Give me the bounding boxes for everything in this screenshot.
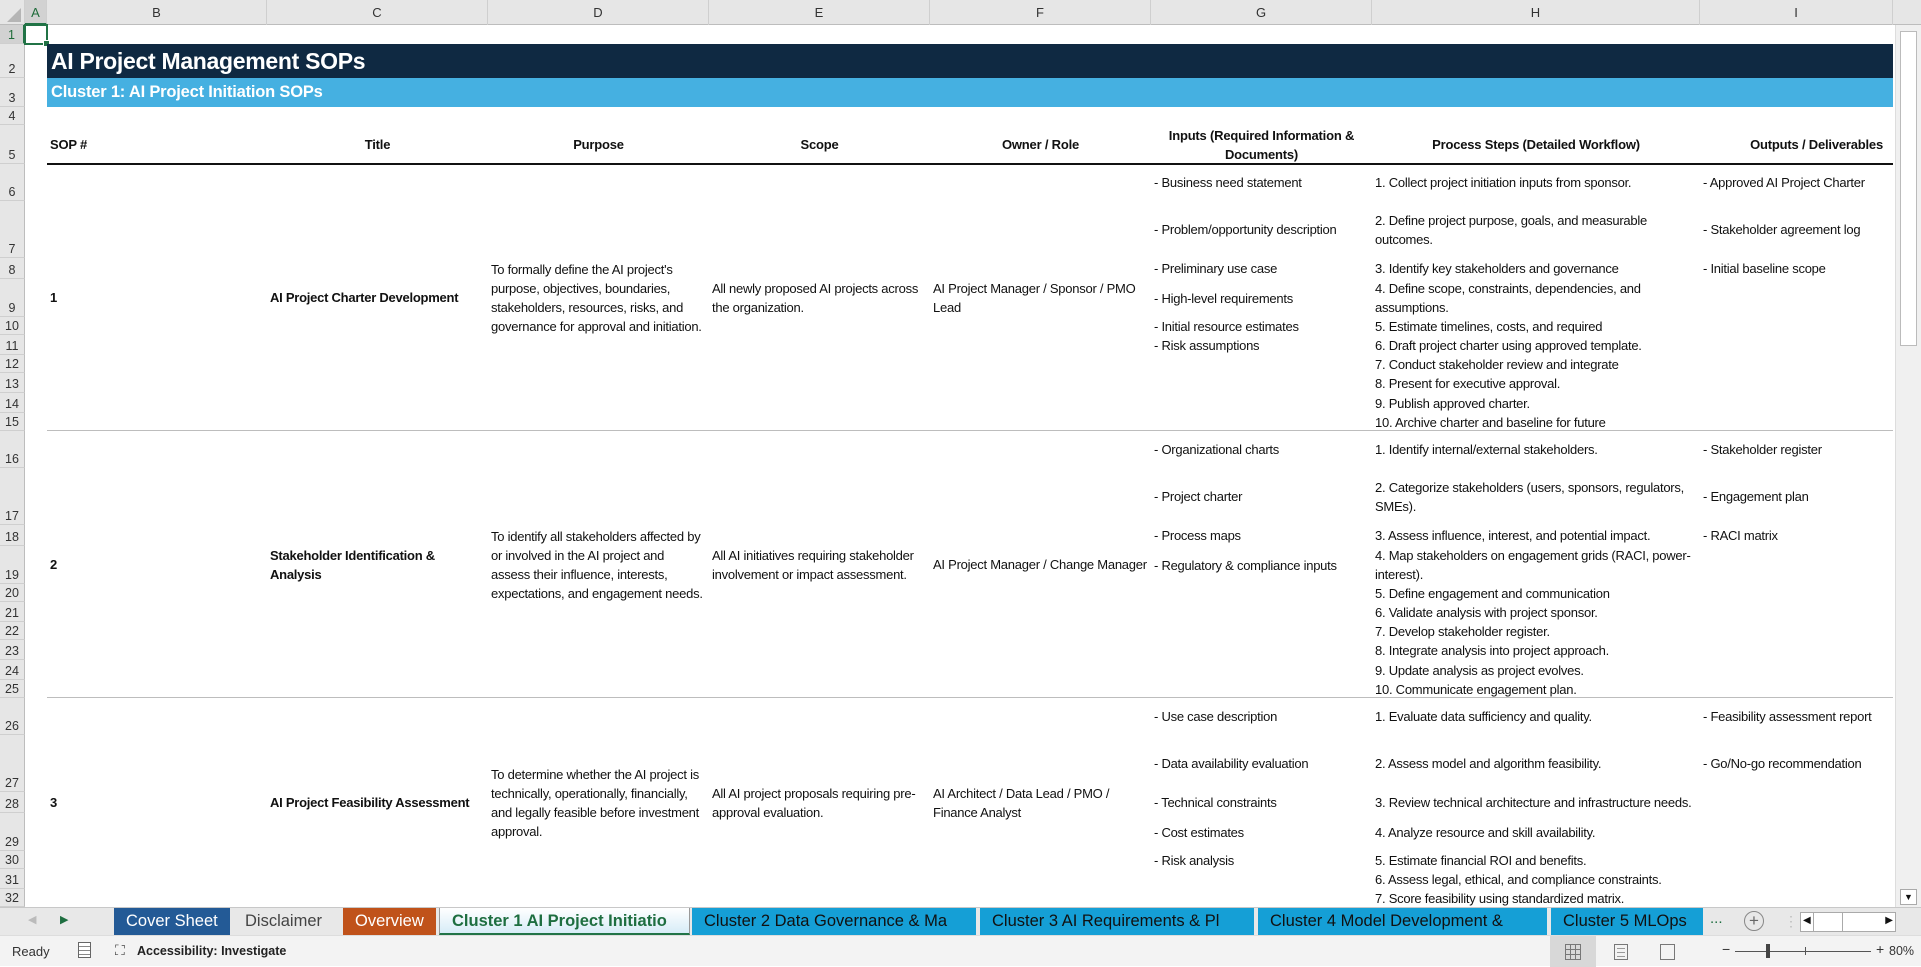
process-step: 6. Validate analysis with project sponsor. — [1375, 604, 1598, 620]
row-header-26[interactable]: 26 — [0, 698, 25, 735]
sheet-tab-8[interactable]: Cluster 5 MLOps — [1551, 908, 1703, 935]
add-sheet-plus-icon[interactable]: + — [1744, 911, 1764, 931]
process-step: 5. Estimate financial ROI and benefits. — [1375, 852, 1587, 868]
sop-owner: AI Project Manager / Sponsor / PMO Lead — [933, 280, 1136, 315]
zoom-out-button[interactable]: − — [1722, 941, 1731, 957]
row-header-10[interactable]: 10 — [0, 317, 25, 335]
row-header-3[interactable]: 3 — [0, 78, 25, 107]
input-item: - Business need statement — [1154, 175, 1302, 190]
output-item: - Stakeholder register — [1703, 442, 1822, 457]
output-item: - Approved AI Project Charter — [1703, 175, 1865, 190]
sop-purpose: To identify all stakeholders affected by or involved in the AI project and assess their influence, interests, expectations, and engagement needs. — [491, 528, 703, 601]
process-step: 7. Develop stakeholder register. — [1375, 623, 1550, 639]
page-break-preview-icon[interactable] — [1660, 944, 1675, 960]
row-header-19[interactable]: 19 — [0, 546, 25, 584]
row-header-17[interactable]: 17 — [0, 468, 25, 525]
process-step: 3. Review technical architecture and infrastructure needs. — [1375, 795, 1692, 810]
row-header-14[interactable]: 14 — [0, 393, 25, 413]
accessibility-icon[interactable]: ⛶ — [115, 942, 125, 958]
zoom-in-button[interactable]: + — [1876, 941, 1885, 957]
vertical-scrollbar[interactable] — [1895, 25, 1921, 907]
normal-view-button[interactable] — [1550, 936, 1596, 967]
process-step: 3. Assess influence, interest, and potential impact. — [1375, 528, 1651, 543]
row-header-23[interactable]: 23 — [0, 640, 25, 660]
row-header-9[interactable]: 9 — [0, 279, 25, 317]
sop-number: 2 — [50, 557, 57, 572]
process-step: 1. Collect project initiation inputs from sponsor. — [1375, 175, 1632, 190]
sop-scope: All AI project proposals requiring pre-approval evaluation. — [712, 785, 916, 820]
process-step: 2. Categorize stakeholders (users, sponsors, regulators, SMEs). — [1375, 479, 1684, 514]
column-header-d[interactable]: D — [488, 0, 709, 25]
row-header-20[interactable]: 20 — [0, 584, 25, 602]
sop-purpose: To formally define the AI project's purpose, objectives, boundaries, stakeholders, resources, risks, and governance for approval and initiation. — [491, 261, 702, 334]
column-header-i[interactable]: I — [1700, 0, 1893, 25]
input-item: - Project charter — [1154, 489, 1243, 504]
grid-view-icon — [1565, 944, 1581, 960]
page-layout-view-icon[interactable] — [1614, 944, 1628, 960]
zoom-slider[interactable] — [1735, 951, 1871, 952]
selected-cell-a1[interactable] — [24, 24, 48, 45]
process-step: 5. Estimate timelines, costs, and required — [1375, 318, 1603, 334]
row-header-2[interactable]: 2 — [0, 44, 25, 78]
scroll-right-arrow-icon[interactable]: ▶ — [1885, 915, 1893, 926]
process-step: 2. Define project purpose, goals, and measurable outcomes. — [1375, 212, 1648, 247]
row-header-29[interactable]: 29 — [0, 813, 25, 851]
output-item: - Stakeholder agreement log — [1703, 222, 1861, 237]
row-header-5[interactable]: 5 — [0, 125, 25, 164]
process-step: 4. Define scope, constraints, dependencies, and assumptions. — [1375, 281, 1641, 315]
header-sop-number: SOP # — [50, 137, 88, 152]
macro-record-icon[interactable] — [78, 942, 91, 958]
sop-number: 1 — [50, 290, 57, 305]
output-item: - Go/No-go recommendation — [1703, 756, 1862, 771]
process-step: 1. Identify internal/external stakeholders. — [1375, 442, 1598, 457]
header-owner: Owner / Role — [1001, 137, 1080, 152]
scroll-left-arrow-icon[interactable]: ◀ — [1803, 915, 1811, 926]
sheet-title: AI Project Management SOPs — [47, 44, 1893, 78]
row-header-31[interactable]: 31 — [0, 869, 25, 889]
sheet-tab-4[interactable]: Cluster 1 AI Project Initiatio — [439, 908, 690, 935]
sheet-tab-3[interactable]: Overview — [343, 908, 436, 935]
column-header-e[interactable]: E — [709, 0, 930, 25]
header-title: Title — [364, 137, 391, 152]
header-process-steps: Process Steps (Detailed Workflow) — [1432, 137, 1640, 152]
process-step: 1. Evaluate data sufficiency and quality. — [1375, 709, 1592, 724]
scroll-down-arrow-icon[interactable]: ▼ — [1900, 889, 1917, 905]
row-header-4[interactable]: 4 — [0, 107, 25, 125]
zoom-100-tick — [1805, 947, 1806, 955]
process-step: 6. Draft project charter using approved template. — [1375, 337, 1642, 353]
output-item: - Engagement plan — [1703, 489, 1809, 504]
input-item: - Technical constraints — [1154, 795, 1277, 810]
select-all-button[interactable] — [0, 0, 25, 25]
row-header-8[interactable]: 8 — [0, 258, 25, 279]
process-step: 9. Publish approved charter. — [1375, 395, 1530, 411]
row-header-18[interactable]: 18 — [0, 525, 25, 546]
process-step: 9. Update analysis as project evolves. — [1375, 662, 1584, 678]
row-header-25[interactable]: 25 — [0, 680, 25, 698]
sop-owner: AI Architect / Data Lead / PMO / Finance Analyst — [933, 785, 1110, 820]
header-inputs: Inputs (Required Information & Documents) — [1168, 127, 1355, 162]
input-item: - High-level requirements — [1154, 290, 1293, 306]
row-header-1[interactable]: 1 — [0, 25, 25, 44]
process-step: 4. Analyze resource and skill availability. — [1375, 824, 1596, 840]
column-header-h[interactable]: H — [1372, 0, 1700, 25]
sop-owner: AI Project Manager / Change Manager — [933, 557, 1147, 572]
sop-scope: All newly proposed AI projects across the organization. — [712, 280, 919, 315]
row-header-11[interactable]: 11 — [0, 335, 25, 355]
process-step: 8. Integrate analysis into project approach. — [1375, 642, 1609, 658]
output-item: - RACI matrix — [1703, 528, 1778, 543]
sheet-tab-1[interactable]: Cover Sheet — [114, 908, 230, 935]
tab-splitter-handle[interactable]: ⋮ — [1784, 913, 1798, 929]
cluster-heading: Cluster 1: AI Project Initiation SOPs — [47, 78, 1893, 107]
input-item: - Preliminary use case — [1154, 261, 1278, 276]
process-step: 2. Assess model and algorithm feasibility. — [1375, 756, 1602, 771]
sop-scope: All AI initiatives requiring stakeholder involvement or impact assessment. — [712, 547, 914, 582]
row-header-32[interactable]: 32 — [0, 889, 25, 907]
input-item: - Risk assumptions — [1154, 337, 1260, 353]
accessibility-status[interactable]: Accessibility: Investigate — [137, 944, 287, 958]
row-header-24[interactable]: 24 — [0, 660, 25, 680]
sheet-tab-5[interactable]: Cluster 2 Data Governance & Ma — [692, 908, 976, 935]
process-step: 3. Identify key stakeholders and governance — [1375, 261, 1619, 276]
input-item: - Problem/opportunity description — [1154, 222, 1337, 237]
output-item: - Feasibility assessment report — [1703, 709, 1872, 724]
row-header-22[interactable]: 22 — [0, 622, 25, 640]
process-step: 4. Map stakeholders on engagement grids (RACI, power-interest). — [1375, 548, 1691, 582]
horizontal-scroll-thumb[interactable] — [1813, 913, 1843, 931]
input-item: - Process maps — [1154, 528, 1241, 543]
sheet-tab-7[interactable]: Cluster 4 Model Development & — [1258, 908, 1547, 935]
row-header-30[interactable]: 30 — [0, 851, 25, 869]
input-item: - Data availability evaluation — [1154, 756, 1309, 771]
header-purpose: Purpose — [573, 137, 624, 152]
input-item: - Use case description — [1154, 709, 1278, 724]
row-header-28[interactable]: 28 — [0, 792, 25, 813]
sop-number: 3 — [50, 795, 57, 810]
row-header-27[interactable]: 27 — [0, 735, 25, 792]
zoom-level[interactable]: 80% — [1889, 944, 1915, 958]
process-step: 7. Conduct stakeholder review and integrate — [1375, 356, 1619, 372]
process-step: 7. Score feasibility using standardized matrix. — [1375, 890, 1625, 906]
prev-sheet-arrow-icon[interactable]: ◀ — [28, 914, 37, 926]
input-item: - Cost estimates — [1154, 824, 1244, 840]
column-header-g[interactable]: G — [1151, 0, 1372, 25]
column-header-bar — [0, 0, 1921, 25]
status-ready: Ready — [12, 944, 50, 959]
sop-purpose: To determine whether the AI project is technically, operationally, financially, and legally feasible before investment approval. — [491, 766, 700, 839]
output-item: - Initial baseline scope — [1703, 261, 1826, 276]
row-header-12[interactable]: 12 — [0, 355, 25, 373]
column-header-f[interactable]: F — [930, 0, 1151, 25]
sop-title: AI Project Charter Development — [270, 290, 459, 305]
horizontal-scrollbar[interactable] — [1800, 912, 1896, 932]
process-step: 8. Present for executive approval. — [1375, 375, 1561, 391]
row-header-15[interactable]: 15 — [0, 413, 25, 431]
status-bar — [0, 935, 1921, 966]
row-header-6[interactable]: 6 — [0, 164, 25, 201]
zoom-slider-thumb[interactable] — [1766, 944, 1770, 958]
row-header-7[interactable]: 7 — [0, 201, 25, 258]
next-sheet-arrow-icon[interactable]: ▶ — [60, 914, 69, 926]
input-item: - Regulatory & compliance inputs — [1154, 557, 1337, 573]
vertical-scroll-thumb[interactable] — [1900, 31, 1917, 346]
header-outputs: Outputs / Deliverables — [1750, 137, 1883, 152]
sheet-tab-6[interactable]: Cluster 3 AI Requirements & Pl — [980, 908, 1254, 935]
input-item: - Risk analysis — [1154, 852, 1235, 868]
column-header-a[interactable]: A — [25, 0, 47, 25]
sheet-tab-bar — [0, 907, 1921, 935]
header-scope: Scope — [800, 137, 839, 152]
process-step: 10. Archive charter and baseline for future — [1375, 414, 1606, 430]
sop-title: AI Project Feasibility Assessment — [270, 795, 470, 810]
process-step: 5. Define engagement and communication — [1375, 585, 1610, 601]
process-step: 10. Communicate engagement plan. — [1375, 681, 1577, 697]
row-header-21[interactable]: 21 — [0, 602, 25, 622]
column-header-c[interactable]: C — [267, 0, 488, 25]
row-header-16[interactable]: 16 — [0, 431, 25, 468]
sheet-tab-2[interactable]: Disclaimer — [233, 908, 339, 935]
process-step: 6. Assess legal, ethical, and compliance constraints. — [1375, 871, 1662, 887]
more-tabs-ellipsis[interactable]: ... — [1710, 910, 1723, 927]
input-item: - Organizational charts — [1154, 442, 1280, 457]
sop-title: Stakeholder Identification & Analysis — [270, 547, 435, 582]
row-header-13[interactable]: 13 — [0, 373, 25, 393]
column-header-b[interactable]: B — [47, 0, 267, 25]
input-item: - Initial resource estimates — [1154, 318, 1299, 334]
